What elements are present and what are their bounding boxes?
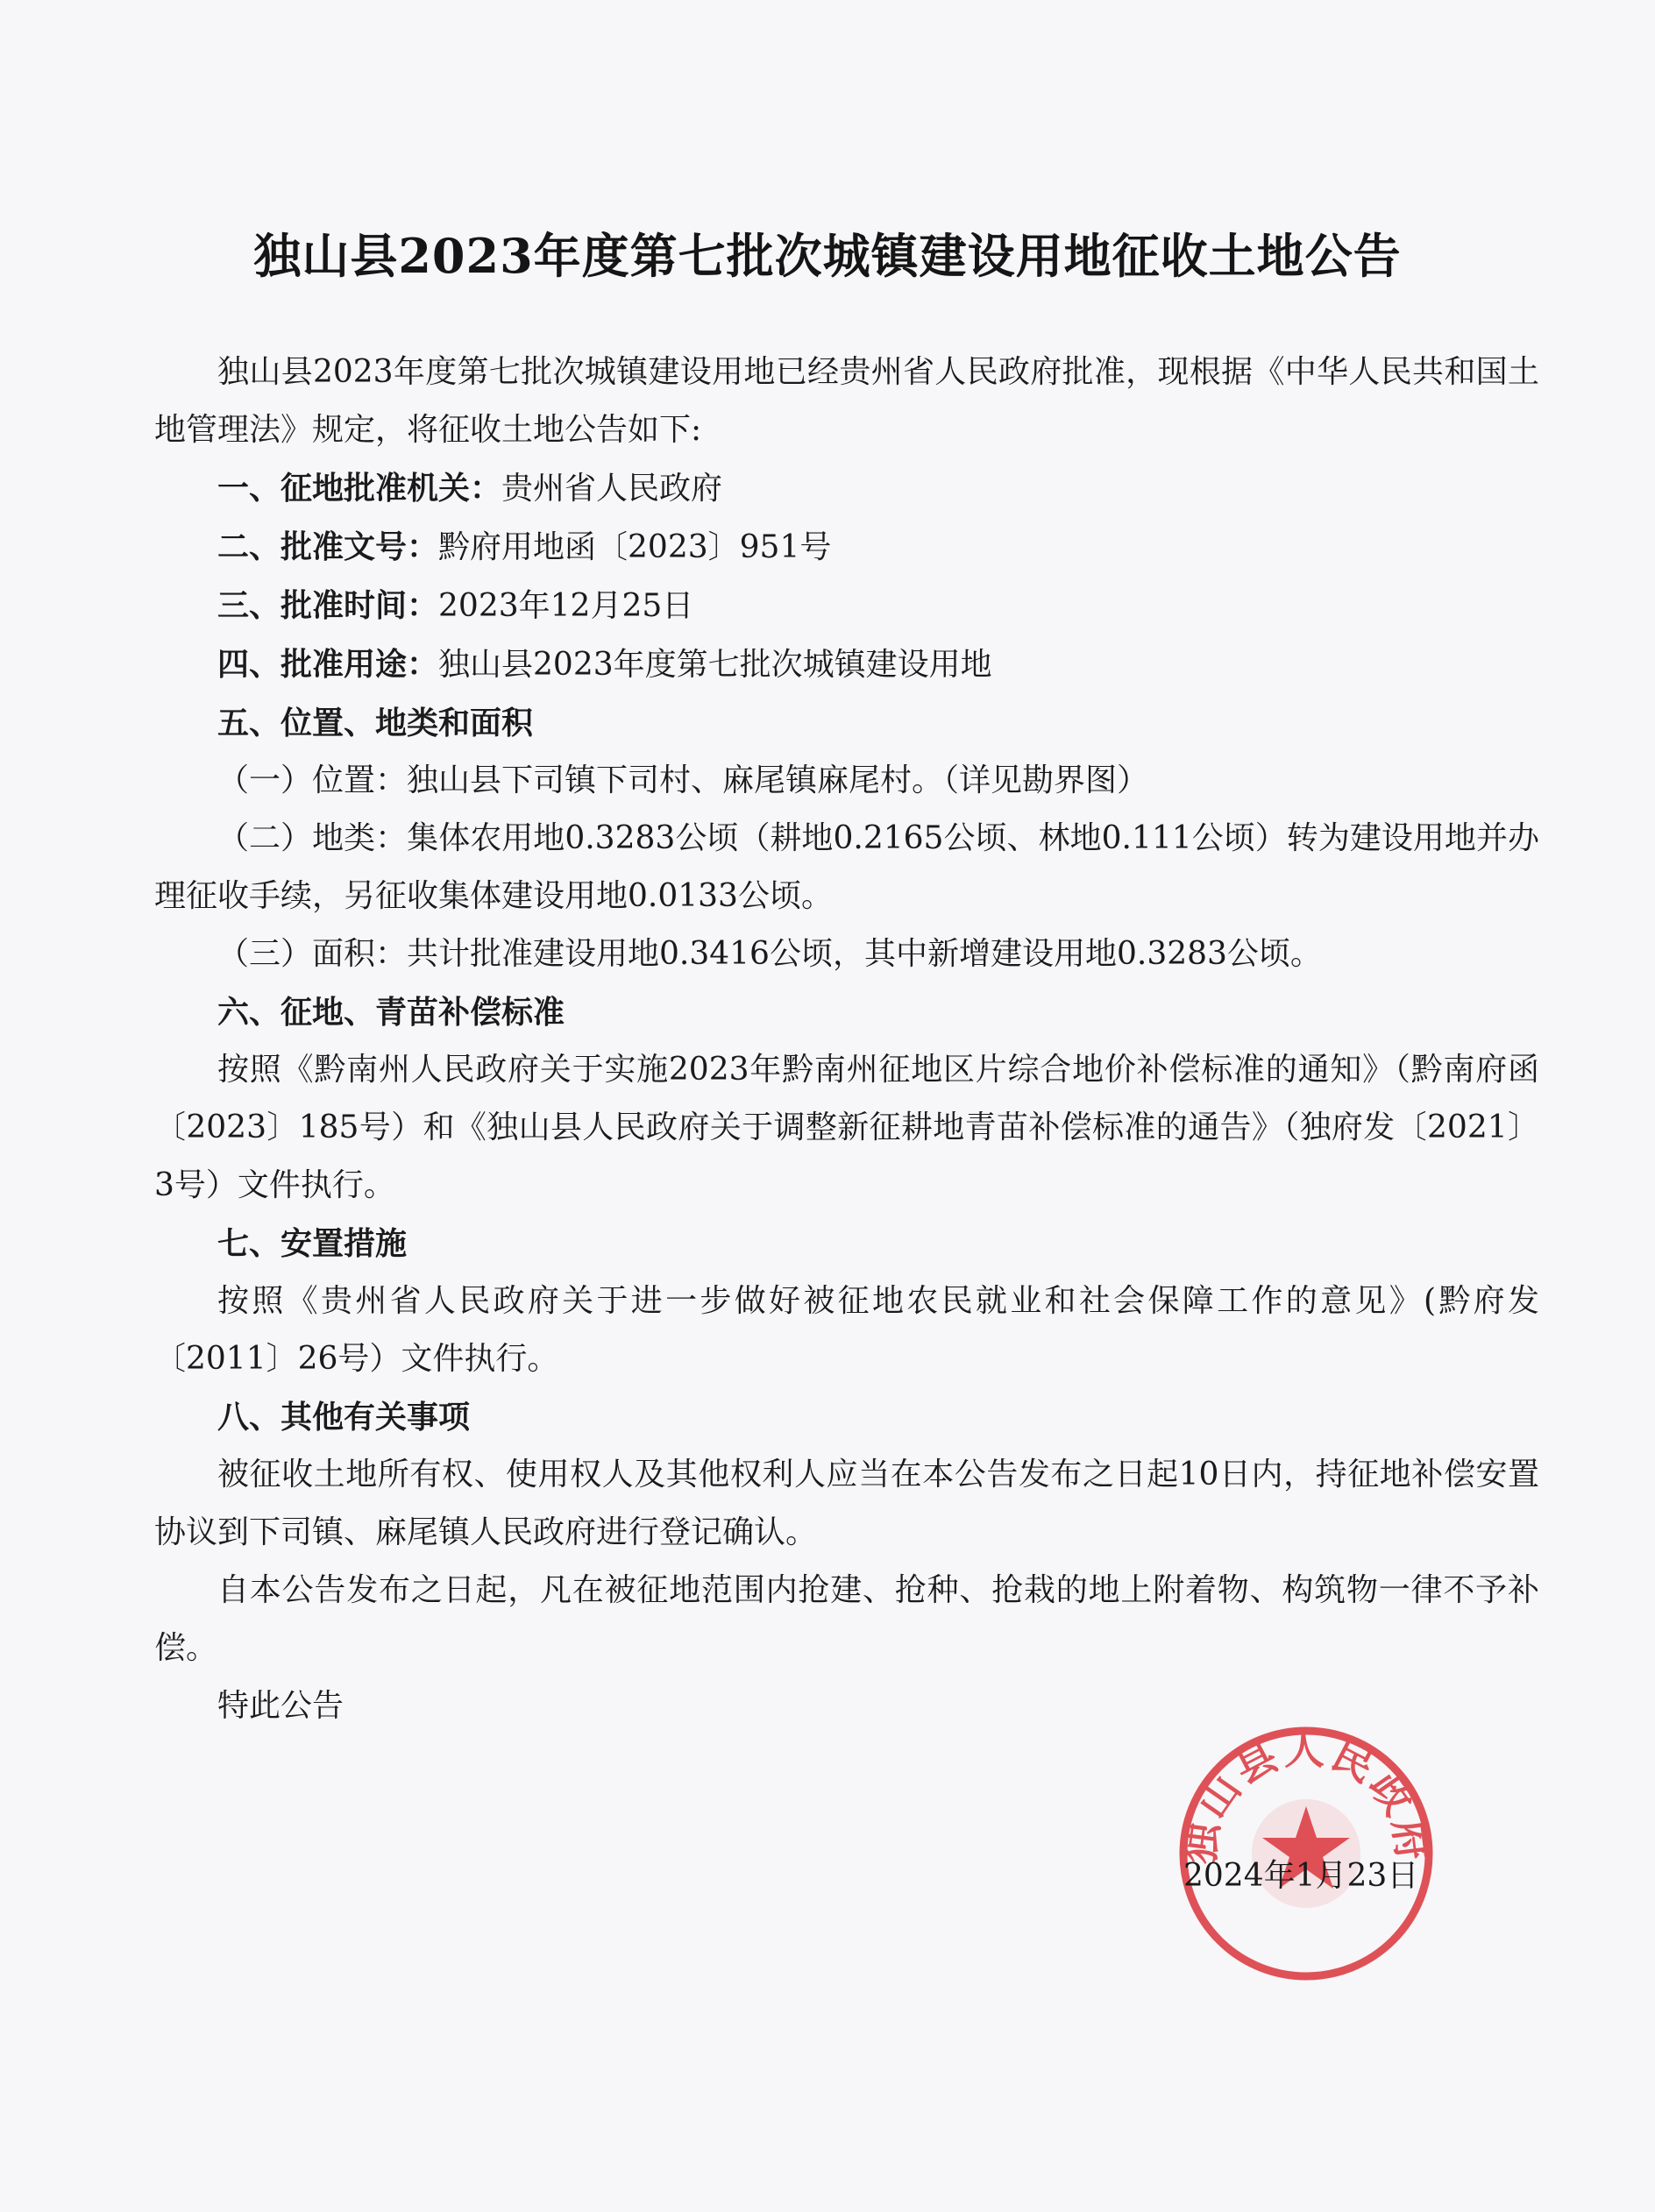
document-title: 独山县2023年度第七批次城镇建设用地征收土地公告: [253, 228, 1402, 284]
section-heading-location: 五、位置、地类和面积: [217, 705, 534, 741]
section-label: 一、征地批准机关：: [217, 470, 502, 507]
resettlement-paragraph: 按照《贵州省人民政府关于进一步做好被征地农民就业和社会保障工作的意见》(黔府发〔2011〕26号）文件执行。: [154, 1283, 1539, 1377]
section-value: 独山县2023年度第七批次城镇建设用地: [438, 647, 992, 683]
closing-text: 特此公告: [217, 1688, 344, 1724]
location-paragraph: （一）位置：独山县下司镇下司村、麻尾镇麻尾村。（详见勘界图）: [217, 762, 1149, 798]
compensation-paragraph: 按照《黔南州人民政府关于实施2023年黔南州征地区片综合地价补偿标准的通知》（黔南府函〔2023〕185号）和《独山县人民政府关于调整新征耕地青苗补偿标准的通告》（独府发〔2021〕3号）文件执行。: [154, 1052, 1539, 1203]
section-label: 三、批准时间：: [217, 587, 439, 624]
section-heading-resettlement: 七、安置措施: [217, 1225, 408, 1262]
section-approval-purpose: [154, 635, 1539, 694]
section-label: 四、批准用途：: [217, 646, 439, 683]
section-value: 贵州省人民政府: [501, 471, 723, 507]
document-body: [154, 344, 1539, 1735]
section-approval-authority: [154, 459, 1539, 518]
other-matters-paragraph-2: 自本公告发布之日起，凡在被征地范围内抢建、抢种、抢栽的地上附着物、构筑物一律不予补偿。: [154, 1572, 1539, 1666]
section-heading-compensation: 六、征地、青苗补偿标准: [217, 994, 565, 1031]
section-approval-date: [154, 577, 1539, 635]
seal-text: 独山县人民政府: [1176, 1726, 1437, 1867]
section-value: 黔府用地函〔2023〕951号: [438, 529, 832, 565]
signature-date: 2024年1月23日: [1183, 1858, 1419, 1894]
section-label: 二、批准文号：: [217, 528, 439, 565]
section-value: 2023年12月25日: [438, 588, 694, 624]
land-type-paragraph: （二）地类：集体农用地0.3283公顷（耕地0.2165公顷、林地0.111公顷）转为建设用地并办理征收手续，另征收集体建设用地0.0133公顷。: [154, 820, 1539, 914]
section-heading-other-matters: 八、其他有关事项: [217, 1399, 471, 1436]
other-matters-paragraph-1: 被征收土地所有权、使用权人及其他权利人应当在本公告发布之日起10日内，持征地补偿安置协议到下司镇、麻尾镇人民政府进行登记确认。: [154, 1457, 1539, 1550]
section-approval-number: [154, 518, 1539, 577]
intro-paragraph: 独山县2023年度第七批次城镇建设用地已经贵州省人民政府批准，现根据《中华人民共和国土地管理法》规定，将征收土地公告如下:: [154, 354, 1539, 448]
area-paragraph: （三）面积：共计批准建设用地0.3416公顷，其中新增建设用地0.3283公顷。: [217, 936, 1322, 972]
